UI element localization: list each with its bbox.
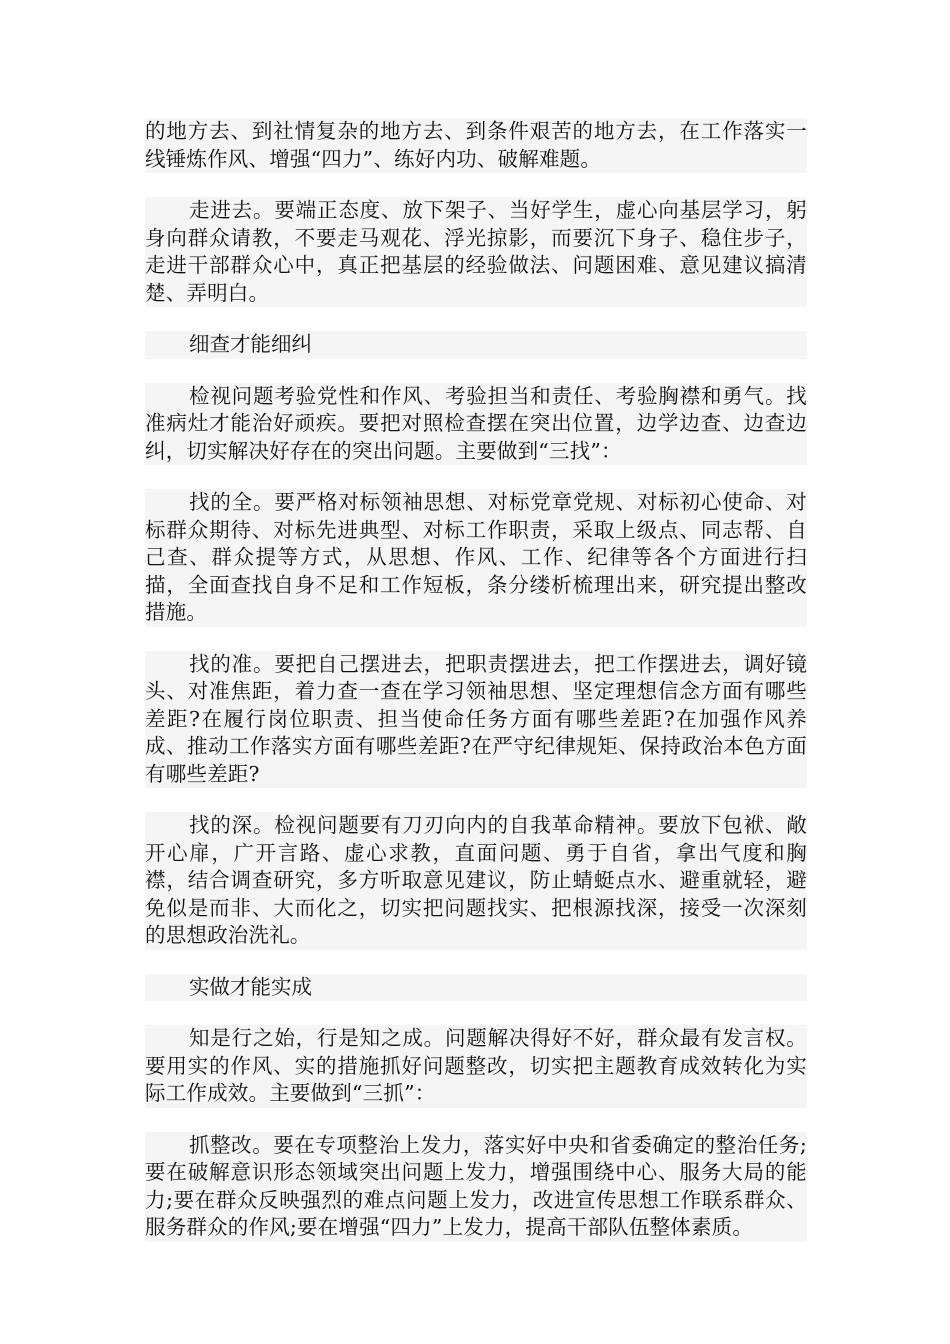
paragraph-zhaodeshen: 找的深。检视问题要有刀刃向内的自我革命精神。要放下包袱、敞开心扉，广开言路、虚心求教，直面问题、勇于自省，拿出气度和胸襟，结合调查研究，多方听取意见建议，防止蜻蜓点水、避重就轻，避免似是而非、大而化之，切实把问题找实、把根源找深，接受一次深刻的思想政治洗礼。 [145,812,807,950]
paragraph-gap [145,465,807,489]
paragraph-zhuazhenggai: 抓整改。要在专项整治上发力，落实好中央和省委确定的整治任务;要在破解意识形态领域突出问题上发力，增强围绕中心、服务大局的能力;要在群众反映强烈的难点问题上发力，改进宣传思想工作联系群众、服务群众的作风;要在增强“四力”上发力，提高干部队伍整体素质。 [145,1132,807,1242]
paragraph-zoujinqu: 走进去。要端正态度、放下架子、当好学生，虚心向基层学习，躬身向群众请教，不要走马观花、浮光掠影，而要沉下身子、稳住步子，走进干部群众心中，真正把基层的经验做法、问题困难、意见建议搞清楚、弄明白。 [145,197,807,307]
section-heading-shizuo: 实做才能实成 [145,974,807,1002]
paragraph-gap [145,1001,807,1025]
paragraph-gap [145,788,807,812]
document-body [145,118,807,1242]
paragraph-zhishixing: 知是行之始，行是知之成。问题解决得好不好，群众最有发言权。要用实的作风、实的措施抓好问题整改，切实把主题教育成效转化为实际工作成效。主要做到“三抓”： [145,1025,807,1108]
section-heading-xicha: 细查才能细纠 [145,331,807,359]
paragraph-gap [145,173,807,197]
paragraph-gap [145,627,807,651]
paragraph-gap [145,950,807,974]
paragraph-continuation: 的地方去、到社情复杂的地方去、到条件艰苦的地方去，在工作落实一线锤炼作风、增强“四力”、练好内功、破解难题。 [145,118,807,173]
paragraph-zhaodezhun: 找的准。要把自己摆进去，把职责摆进去，把工作摆进去，调好镜头、对准焦距，着力查一查在学习领袖思想、坚定理想信念方面有哪些差距?在履行岗位职责、担当使命任务方面有哪些差距?在加强作风养成、推动工作落实方面有哪些差距?在严守纪律规矩、保持政治本色方面有哪些差距? [145,651,807,789]
paragraph-jianshi: 检视问题考验党性和作风、考验担当和责任、考验胸襟和勇气。找准病灶才能治好顽疾。要把对照检查摆在突出位置，边学边查、边查边纠，切实解决好存在的突出问题。主要做到“三找”： [145,383,807,466]
paragraph-gap [145,307,807,331]
paragraph-gap [145,359,807,383]
paragraph-zhaodequan: 找的全。要严格对标领袖思想、对标党章党规、对标初心使命、对标群众期待、对标先进典型、对标工作职责，采取上级点、同志帮、自己查、群众提等方式，从思想、作风、工作、纪律等各个方面进行扫描，全面查找自身不足和工作短板，条分缕析梳理出来，研究提出整改措施。 [145,489,807,627]
paragraph-gap [145,1108,807,1132]
